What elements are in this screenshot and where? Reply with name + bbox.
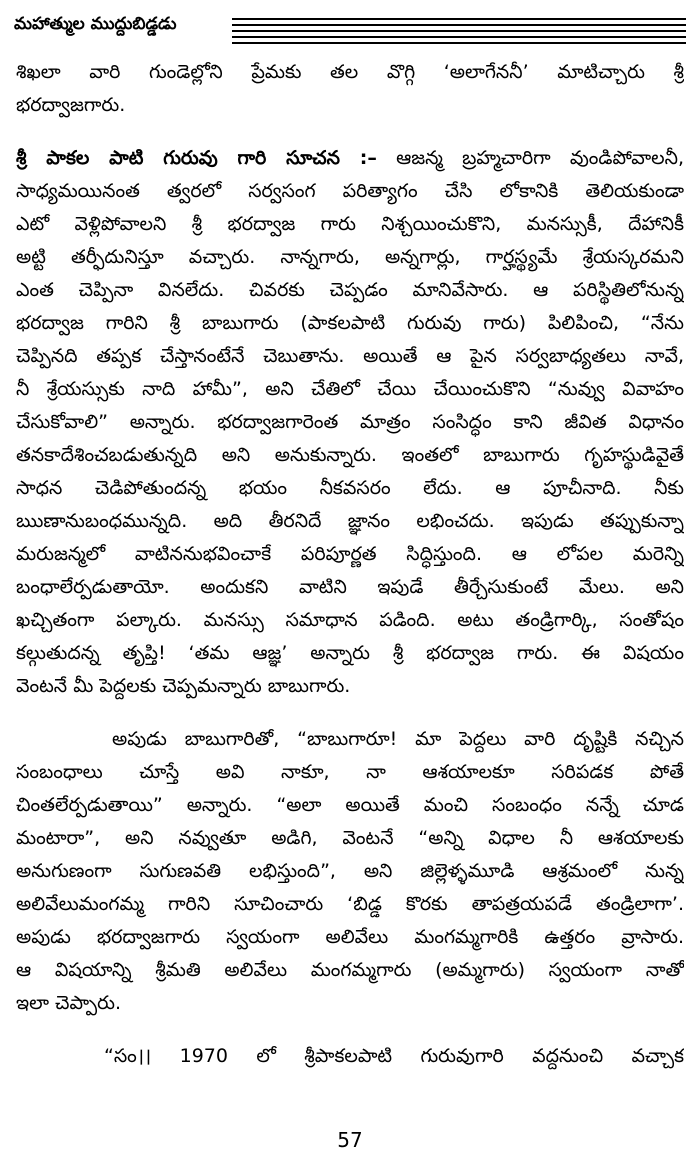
text-line: అలివేలుమంగమ్మ గారిని సూచించారు ‘బిడ్డ కొరకు తాపత్రయపడే తండ్రిలాగా’.	[16, 893, 684, 915]
text-line: మరుజన్మలో వాటిననుభవించాకే పరిపూర్ణత సిద్ధిస్తుంది. ఆ లోపల మరెన్ని	[16, 543, 684, 565]
text-line: సంబంధాలు చూస్తే అవి నాకూ, నా ఆశయాలకూ సరిపడక పోతే	[16, 761, 684, 783]
text-line: ఎటో వెళ్లిపోవాలని శ్రీ భరద్వాజ గారు నిశ్చయించుకొని, మనస్సుకీ, దేహానికీ	[16, 213, 684, 235]
section-heading: శ్రీ పాకల పాటి గురువు గారి సూచన :–	[16, 147, 377, 169]
text-line: ఇలా చెప్పారు.	[16, 992, 122, 1014]
paragraph-gap	[16, 1020, 684, 1040]
text-line: చేసుకోవాలి” అన్నారు. భరద్వాజగారెంత మాత్రం సంసిద్ధం కాని జీవిత విధానం	[16, 411, 684, 433]
text-line: అనుగుణంగా సుగుణవతి లభిస్తుంది”, అని జిల్లెళ్ళమూడి ఆశ్రమంలో నున్న	[16, 860, 684, 882]
running-header	[14, 10, 686, 50]
header-rule	[232, 36, 686, 38]
text-line: సాధన చెడిపోతుందన్న భయం నీకవసరం లేదు. ఆ పూచీనాది. నీకు	[16, 477, 684, 499]
paragraph-gap	[16, 703, 684, 723]
text-line: ఋణానుబంధమున్నది. అది తీరనిదే జ్ఞానం లభించదు. ఇపుడు తప్పుకున్నా	[16, 510, 684, 532]
paragraph-gap	[16, 122, 684, 142]
text-line: చెప్పినది తప్పక చేస్తానంటేనే చెబుతాను. అయితే ఆ పైన సర్వబాధ్యతలు నావే,	[16, 345, 684, 367]
text-line: అపుడు భరద్వాజగారు స్వయంగా అలివేలు మంగమ్మగారికి ఉత్తరం వ్రాసారు.	[16, 926, 684, 948]
paragraph-4	[16, 1040, 684, 1073]
text-line: నీ శ్రేయస్సుకు నాది హామీ”, అని చేతిలో చేయి చేయించుకొని “నువ్వు వివాహం	[16, 378, 684, 400]
text-line: సాధ్యమయినంత త్వరలో సర్వసంగ పరిత్యాగం చేసి లోకానికి తెలియకుండా	[16, 180, 684, 202]
header-rule-lines	[232, 18, 686, 46]
text-line: చింతలేర్పడుతాయి” అన్నారు. “అలా అయితే మంచి సంబంధం నన్నే చూడ	[16, 794, 684, 816]
text-line: అపుడు బాబుగారితో, “బాబుగారూ! మా పెద్దలు వారి దృష్టికి నచ్చిన	[112, 728, 684, 750]
text-line: ఆ విషయాన్ని శ్రీమతి అలివేలు మంగమ్మగారు (అమ్మగారు) స్వయంగా నాతో	[16, 959, 684, 981]
page-body	[16, 56, 684, 1073]
text-line	[16, 142, 684, 175]
text-line: “సం।। 1970 లో శ్రీపాకలపాటి గురువుగారి వద్దనుంచి వచ్చాక	[104, 1045, 684, 1067]
text-line: మంటారా”, అని నవ్వుతూ అడిగి, వెంటనే “అన్ని విధాల నీ ఆశయాలకు	[16, 827, 684, 849]
running-header-title: మహాత్ముల ముద్దుబిడ్డడు	[14, 14, 177, 34]
header-rule	[232, 24, 686, 26]
text-line: తనకాదేశించబడుతున్నది అని అనుకున్నారు. ఇంతలో బాబుగారు గృహస్థుడివైతే	[16, 444, 684, 466]
text-line: భరద్వాజగారు.	[16, 94, 126, 116]
header-rule	[232, 42, 686, 44]
text-line: కల్గుతుదన్న తృప్తి! ‘తమ ఆజ్ఞ’ అన్నారు శ్రీ భరద్వాజ గారు. ఈ విషయం	[16, 642, 684, 664]
header-rule	[232, 30, 686, 32]
text-line: శిఖలా వారి గుండెల్లోని ప్రేమకు తల వొగ్గి ‘అలాగేననీ’ మాటిచ్చారు శ్రీ	[16, 61, 684, 83]
text-line: బంధాలేర్పడుతాయో. అందుకని వాటిని ఇపుడే తీర్చేసుకుంటే మేలు. అని	[16, 576, 684, 598]
paragraph-3	[16, 723, 684, 1020]
text-line: అట్టి తర్ఫీదునిస్తూ వచ్చారు. నాన్నగారు, అన్నగార్లు, గార్హస్థ్యమే శ్రేయస్కరమని	[16, 246, 684, 268]
text-line: భరద్వాజ గారిని శ్రీ బాబుగారు (పాకలపాటి గురువు గారు) పిలిపించి, “నేను	[16, 312, 684, 334]
text-line: ఎంత చెప్పినా వినలేదు. చివరకు చెప్పడం మానివేసారు. ఆ పరిస్థితిలోనున్న	[16, 279, 684, 301]
text-line: ఖచ్చితంగా పల్కారు. మనస్సు సమాధాన పడింది. అటు తండ్రిగార్కి, సంతోషం	[16, 609, 684, 631]
paragraph-1	[16, 56, 684, 122]
page-number: 57	[337, 1128, 363, 1152]
header-rule	[232, 18, 686, 20]
heading-line-rest: ఆజన్మ బ్రహ్మచారిగా వుండిపోవాలనీ,	[376, 147, 684, 169]
paragraph-2	[16, 142, 684, 703]
text-line: వెంటనే మీ పెద్దలకు చెప్పమన్నారు బాబుగారు.	[16, 675, 351, 697]
